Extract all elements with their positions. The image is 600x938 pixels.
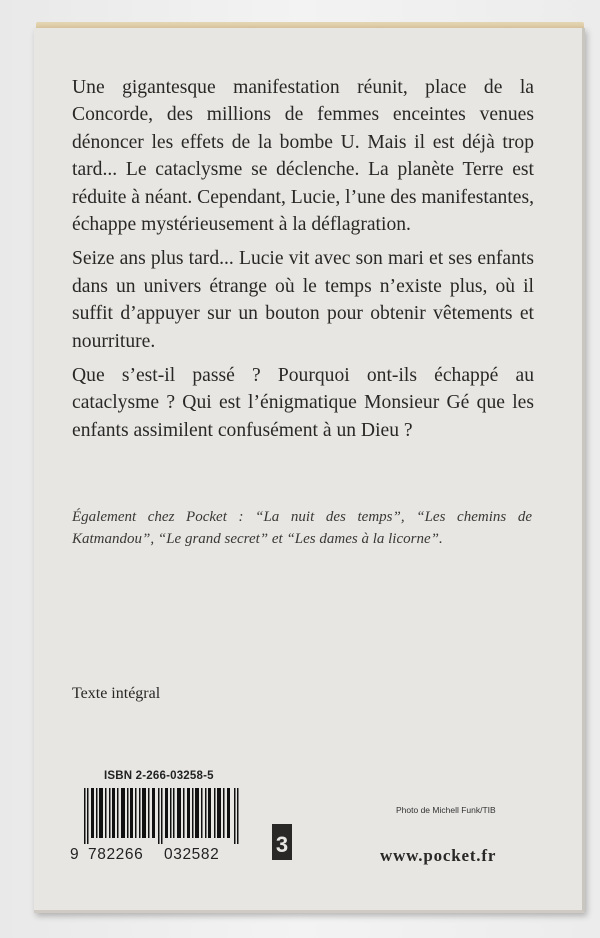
publisher-mark-icon — [272, 824, 292, 860]
blurb — [72, 74, 534, 444]
photo-credit: Photo de Michell Funk/TIB — [396, 805, 496, 815]
blurb-paragraph-3: Que s’est-il passé ? Pourquoi ont-ils échappé au cataclysme ? Qui est l’énigmatique Monsieur Gé que les enfants assimilent confusément à un Dieu ? — [72, 365, 534, 441]
blurb-paragraph-1: Une gigantesque manifestation réunit, place de la Concorde, des millions de femmes enceintes venues dénoncer les effets de la bombe U. Mais il est déjà trop tard... Le cataclysme se déclenche. La planète Terre est réduite à néant. Cependant, Lucie, l’une des manifestantes, échappe mystérieusement à la déflagration. — [72, 77, 534, 236]
texte-integral-label: Texte intégral — [72, 685, 161, 702]
ean-digits-right: 032582 — [164, 846, 220, 863]
ean-digits-left: 782266 — [88, 846, 144, 863]
blurb-paragraph-2: Seize ans plus tard... Lucie vit avec son mari et ses enfants dans un univers étrange où le temps n’existe plus, où il suffit d’appuyer sur un bouton pour obtenir vêtements et nourriture. — [72, 248, 534, 352]
isbn-label: ISBN 2-266-03258-5 — [104, 770, 214, 782]
publisher-mark-label: 3 — [275, 832, 289, 857]
ean-digit-first: 9 — [70, 846, 80, 863]
barcode — [84, 788, 242, 844]
also-available-text: Également chez Pocket : “La nuit des temps”, “Les chemins de Katmandou”, “Le grand secret” et “Les dames à la licorne”. — [72, 509, 532, 547]
publisher-url: www.pocket.fr — [380, 846, 497, 865]
